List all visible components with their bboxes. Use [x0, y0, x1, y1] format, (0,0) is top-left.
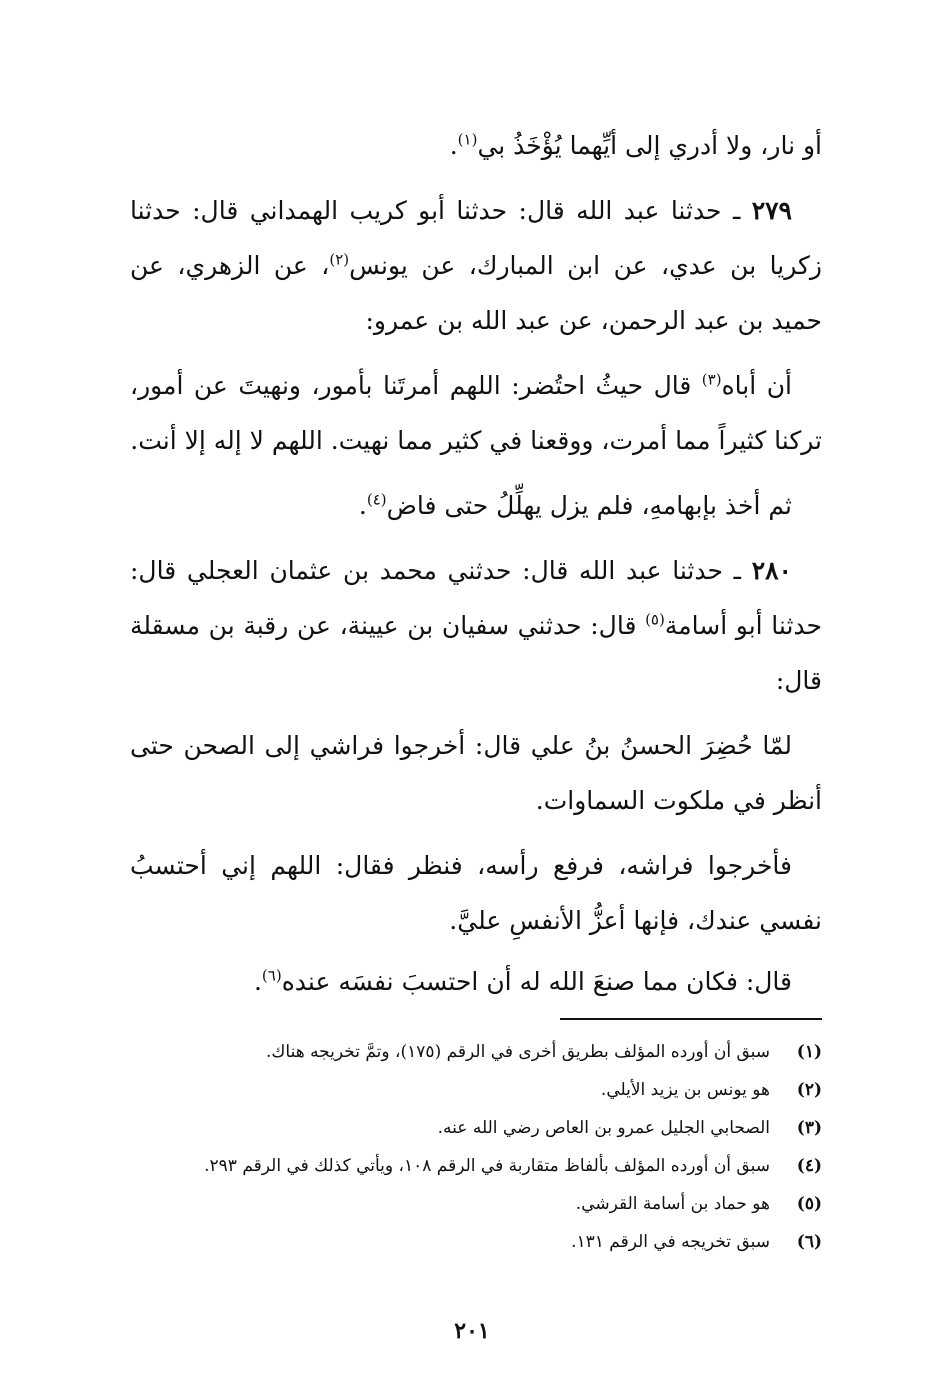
footnote-text: الصحابي الجليل عمرو بن العاص رضي الله عنه. — [437, 1118, 770, 1138]
footnote-text: سبق أن أورده المؤلف بألفاظ متقاربة في الرقم ١٠٨، ويأتي كذلك في الرقم ٢٩٣. — [204, 1156, 770, 1176]
footnote-text: هو يونس بن يزيد الأيلي. — [600, 1080, 770, 1100]
footnote-ref[interactable]: (١) — [457, 130, 478, 149]
footnote-number: (٥) — [796, 1194, 822, 1214]
paragraph-1 — [130, 118, 822, 173]
paragraph-7 — [130, 838, 822, 948]
footnote-text: هو حماد بن أسامة القرشي. — [575, 1194, 770, 1214]
hadith-279 — [130, 183, 822, 348]
footnote-text: سبق تخريجه في الرقم ١٣١. — [571, 1232, 770, 1252]
footnote-number: (٢) — [796, 1080, 822, 1100]
paragraph-text: أو نار، ولا أدري إلى أيِّهما يُؤْخَذُ بي — [477, 131, 822, 160]
paragraph-text: ثم أخذ بإبهامهِ، فلم يزل يهلِّلُ حتى فاض — [386, 491, 792, 520]
footnote-ref[interactable]: (٤) — [366, 490, 387, 509]
footnote-ref[interactable]: (٢) — [329, 250, 350, 269]
paragraph-6 — [130, 718, 822, 828]
paragraph-text: ، عن الزهري، عن حميد بن عبد الرحمن، عن عبد الله بن عمرو: — [130, 251, 822, 335]
footnote-number: (١) — [796, 1042, 822, 1062]
hadith-number: ٢٨٠ — [751, 556, 792, 585]
punctuation: . — [449, 131, 458, 160]
paragraph-3 — [130, 358, 822, 468]
footnote-text: سبق أن أورده المؤلف بطريق أخرى في الرقم (١٧٥)، وتمَّ تخريجه هناك. — [265, 1042, 770, 1062]
paragraph-text: أن أباه — [721, 371, 792, 400]
footnote-item — [130, 1071, 822, 1109]
paragraph-text: قال: فكان مما صنعَ الله له أن احتسبَ نفسَه عنده — [281, 967, 792, 996]
paragraph-text: فأخرجوا فراشه، فرفع رأسه، فنظر فقال: اللهم إني أحتسبُ نفسي عندك، فإنها أعزُّ الأنفسِ عليَّ. — [130, 851, 822, 935]
footnote-ref[interactable]: (٦) — [261, 966, 282, 985]
page-body — [130, 118, 822, 1019]
footnote-ref[interactable]: (٥) — [645, 610, 665, 629]
footnote-number: (٦) — [796, 1232, 822, 1252]
paragraph-text: لمّا حُضِرَ الحسنُ بنُ علي قال: أخرجوا فراشي إلى الصحن حتى أنظر في ملكوت السماوات. — [130, 731, 822, 815]
paragraph-text: ـ حدثنا عبد الله قال: حدثنا أبو كريب الهمداني قال: حدثنا زكريا بن عدي، عن ابن المبارك، عن يونس — [130, 196, 822, 280]
footnote-number: (٣) — [796, 1118, 822, 1138]
paragraph-4 — [130, 478, 822, 533]
punctuation: . — [253, 967, 262, 996]
paragraph-text: ـ حدثنا عبد الله قال: حدثني محمد بن عثمان العجلي قال: حدثنا أبو أسامة — [130, 556, 822, 640]
paragraph-8 — [130, 954, 822, 1009]
paragraph-text: قال: حدثني سفيان بن عيينة، عن رقبة بن مسقلة قال: — [130, 611, 822, 695]
footnote-item — [130, 1033, 822, 1071]
footnote-ref[interactable]: (٣) — [701, 370, 722, 389]
paragraph-text: قال حيثُ احتُضر: اللهم أمرتَنا بأمور، ونهيتَ عن أمور، تركنا كثيراً مما أمرت، ووقعنا في كثير مما نهيت. اللهم لا إله إلا أنت. — [130, 371, 822, 455]
hadith-280 — [130, 543, 822, 708]
footnote-item — [130, 1147, 822, 1185]
footnote-item — [130, 1109, 822, 1147]
footnote-number: (٤) — [796, 1156, 822, 1176]
footnotes — [130, 1033, 822, 1261]
footnote-item — [130, 1223, 822, 1261]
punctuation: . — [358, 491, 367, 520]
hadith-number: ٢٧٩ — [751, 196, 792, 225]
footnote-divider — [560, 1018, 822, 1020]
footnote-item — [130, 1185, 822, 1223]
page-number: ٢٠١ — [454, 1318, 490, 1344]
